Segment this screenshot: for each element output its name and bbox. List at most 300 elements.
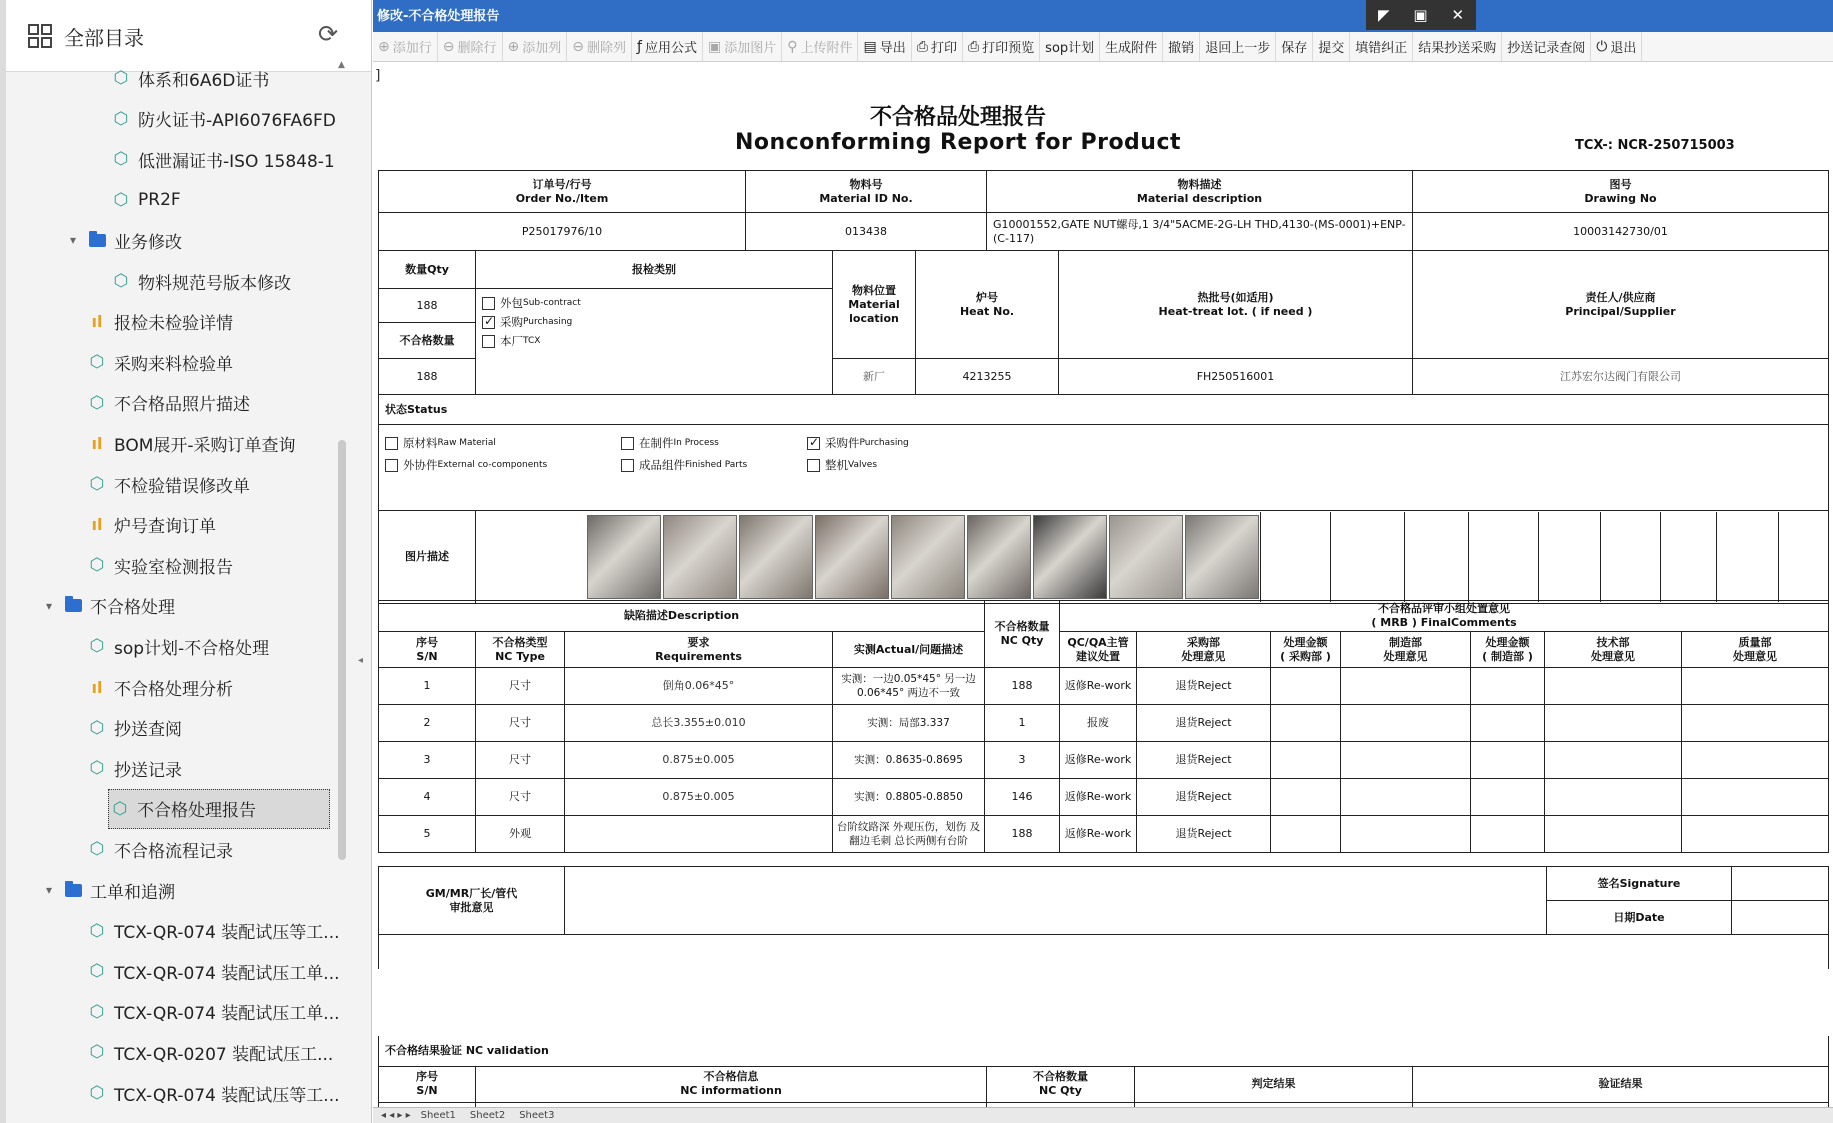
sheet-nav-icon[interactable]: ◂ ◂ ▸ ▸	[381, 1110, 411, 1121]
toolbar-label: 生成附件	[1105, 41, 1158, 56]
toolbar-button[interactable]	[1276, 32, 1313, 62]
sidebar-item[interactable]	[86, 992, 340, 1032]
sidebar-item-label: PR2F	[138, 189, 181, 210]
toolbar-button[interactable]	[1413, 32, 1502, 62]
material-desc-header: 物料描述 Material description	[987, 171, 1413, 213]
cell-empty[interactable]	[1545, 779, 1682, 816]
toolbar-button[interactable]	[963, 32, 1040, 62]
v-judge-header: 判定结果	[1135, 1066, 1413, 1102]
nc-qty-header: 不合格数量 NC Qty	[985, 601, 1060, 668]
checkbox[interactable]	[482, 335, 495, 348]
photo-slot[interactable]	[1660, 512, 1716, 602]
toolbar-button[interactable]	[1040, 32, 1100, 62]
cell-empty[interactable]	[1682, 742, 1829, 779]
text-cursor: ]	[375, 68, 381, 84]
checkbox-label-cn: 整机	[825, 458, 848, 472]
cell-sn[interactable]: 3	[379, 742, 476, 779]
expand-caret-icon[interactable]: ▾	[69, 233, 77, 248]
cell-type[interactable]: 尺寸	[476, 705, 565, 742]
drawing-no[interactable]: 10003142730/01	[1413, 213, 1829, 251]
toolbar-button[interactable]	[373, 32, 438, 62]
sidebar-item[interactable]	[86, 667, 233, 707]
sidebar-scrollbar[interactable]	[338, 60, 348, 1120]
module-icon: ⬡	[89, 1001, 105, 1022]
inspect-options	[476, 289, 833, 395]
expand-caret-icon[interactable]: ▾	[45, 883, 53, 897]
cell-empty[interactable]	[1341, 816, 1471, 853]
toolbar-label: 保存	[1281, 41, 1308, 56]
checkbox[interactable]	[385, 459, 398, 472]
module-icon: ⬡	[113, 108, 129, 129]
toolbar-label: 添加列	[522, 41, 562, 56]
checkbox-label-en: TCX	[523, 336, 541, 346]
photo-slot[interactable]	[1404, 512, 1468, 602]
photo-slot[interactable]	[1468, 512, 1538, 602]
sidebar-item-label: 不合格品照片描述	[114, 395, 250, 416]
toolbar-label: 应用公式	[644, 41, 697, 56]
module-icon: ⬡	[89, 717, 105, 738]
checkbox-option[interactable]	[482, 334, 830, 348]
mrb-header: 不合格品评审小组处置意见 ( MRB ) FinalComments	[1060, 601, 1829, 632]
checkbox-label-cn: 采购	[500, 315, 523, 329]
checkbox-label-cn: 成品组件	[639, 458, 685, 472]
sidebar-edge	[0, 0, 6, 1123]
checkbox-label-en: External co-components	[437, 460, 548, 470]
toolbar-label: 填错纠正	[1355, 41, 1408, 56]
defect-photo[interactable]	[739, 515, 813, 599]
checkbox-label-cn: 外包	[500, 296, 523, 310]
checkbox[interactable]	[807, 459, 820, 472]
sidebar-item-label: 实验室检测报告	[114, 557, 233, 578]
cell-type[interactable]: 尺寸	[476, 779, 565, 816]
sidebar-item[interactable]	[86, 464, 250, 504]
checkbox[interactable]	[482, 297, 495, 310]
cell-qc[interactable]: 返修Re-work	[1060, 779, 1137, 816]
cell-empty[interactable]	[1545, 705, 1682, 742]
toolbar-label: 结果抄送采购	[1418, 41, 1497, 56]
checkbox-option[interactable]	[621, 458, 807, 472]
signature-value[interactable]	[1732, 867, 1829, 901]
toolbar-button[interactable]	[567, 32, 632, 62]
qc-header: QC/QA主管 建议处置	[1060, 632, 1137, 668]
sidebar-item-label: 体系和6A6D证书	[138, 70, 270, 91]
toolbar-label: 删除列	[586, 41, 626, 56]
sidebar-item-label: 抄送记录	[114, 760, 182, 781]
toolbar-label: 抄送记录查阅	[1507, 41, 1586, 56]
checkbox-option[interactable]	[482, 315, 830, 329]
sidebar-item[interactable]	[86, 1032, 333, 1072]
ncqty-value[interactable]: 188	[379, 359, 476, 395]
cell-qc[interactable]: 返修Re-work	[1060, 668, 1137, 705]
sidebar-item[interactable]	[86, 626, 269, 666]
cell-req[interactable]	[565, 816, 833, 853]
cell-empty[interactable]	[1341, 779, 1471, 816]
toolbar-label: 退出	[1610, 41, 1637, 56]
photo-slot[interactable]	[1260, 512, 1330, 602]
sidebar-item[interactable]	[86, 545, 233, 585]
actual-header: 实测Actual/问题描述	[833, 632, 985, 668]
cell-empty[interactable]	[1682, 816, 1829, 853]
status-table	[378, 394, 1829, 604]
photo-slot[interactable]	[1330, 512, 1404, 602]
qty-header: 数量Qty	[379, 251, 476, 289]
requirements-header: 要求 Requirements	[565, 632, 833, 668]
checkbox[interactable]	[482, 316, 495, 329]
defect-photo[interactable]	[967, 515, 1031, 599]
toolbar-icon: ⎙	[916, 38, 928, 55]
sidebar-item[interactable]	[86, 911, 340, 951]
v-info-header: 不合格信息 NC informationn	[476, 1066, 987, 1102]
sidebar-item-label: 物料规范号版本修改	[138, 273, 291, 294]
photo-strip	[476, 511, 1829, 604]
cell-req[interactable]: 倒角0.06*45°	[565, 668, 833, 705]
defect-photo[interactable]	[663, 515, 737, 599]
toolbar-label: 添加行	[392, 41, 432, 56]
cell-empty[interactable]	[1271, 779, 1341, 816]
sidebar-item-label: TCX-QR-074 装配试压等工...	[114, 1085, 340, 1106]
date-value[interactable]	[1732, 901, 1829, 935]
table-row	[379, 668, 1829, 705]
table-row	[379, 816, 1829, 853]
material-id[interactable]: 013438	[746, 213, 987, 251]
sidebar-item-label: 不合格处理分析	[114, 679, 233, 700]
sidebar-item-label: 不合格处理报告	[137, 801, 256, 822]
validation-label: 不合格结果验证 NC validation	[379, 1036, 1829, 1066]
toolbar-icon: ⏻	[1596, 38, 1608, 55]
defect-photo[interactable]	[1185, 515, 1259, 599]
cell-actual[interactable]: 实测：0.8805-0.8850	[833, 779, 985, 816]
toolbar-label: 退回上一步	[1205, 41, 1271, 56]
grid-icon[interactable]	[28, 24, 54, 50]
toolbar-icon: ⊕	[378, 38, 390, 55]
collapse-arrow-icon[interactable]: ◂	[358, 655, 364, 666]
cell-empty[interactable]	[1341, 742, 1471, 779]
cell-sn[interactable]: 4	[379, 779, 476, 816]
expand-caret-icon[interactable]: ▾	[45, 598, 53, 613]
cell-pur[interactable]: 退货Reject	[1137, 779, 1271, 816]
sheet-tabs	[373, 1107, 1833, 1123]
defect-photo[interactable]	[587, 515, 661, 599]
sheet-tab[interactable]: Sheet3	[519, 1110, 555, 1121]
checkbox-label-cn: 原材料	[403, 436, 438, 450]
sidebar-item-label: 防火证书-API6076FA6FD	[138, 111, 336, 132]
cell-qty[interactable]: 3	[985, 742, 1060, 779]
toolbar-label: 导出	[879, 41, 906, 56]
sidebar-item-label: 不合格流程记录	[114, 841, 233, 862]
cell-qc[interactable]: 返修Re-work	[1060, 742, 1137, 779]
sidebar-item[interactable]	[110, 261, 291, 301]
cell-empty[interactable]	[1271, 742, 1341, 779]
sheet-tab[interactable]: Sheet2	[469, 1110, 506, 1121]
cell-type[interactable]: 外观	[476, 816, 565, 853]
toolbar-label: 添加图片	[724, 41, 777, 56]
sidebar-item[interactable]	[86, 383, 250, 423]
module-icon: ⬡	[113, 189, 129, 210]
photo-slot[interactable]	[1778, 512, 1829, 602]
mfg-opinion-header: 制造部 处理意见	[1341, 632, 1471, 668]
sidebar-item-label: 抄送查阅	[114, 720, 182, 741]
module-icon: ⬡	[112, 798, 128, 819]
checkbox-option[interactable]	[807, 458, 1027, 472]
order-header: 订单号/行号 Order No./Item	[379, 171, 746, 213]
cell-empty[interactable]	[1682, 779, 1829, 816]
defect-header: 缺陷描述Description	[379, 601, 985, 632]
blank-row	[379, 935, 1829, 969]
cell-qty[interactable]: 188	[985, 816, 1060, 853]
sidebar-item[interactable]	[86, 423, 296, 463]
module-icon: ⬡	[113, 68, 129, 88]
bar-chart-icon: ıl	[91, 312, 103, 332]
cell-type[interactable]: 尺寸	[476, 668, 565, 705]
sidebar-item-label: 不合格处理	[90, 598, 175, 619]
cell-empty[interactable]	[1471, 705, 1545, 742]
sidebar-item[interactable]	[45, 870, 175, 910]
checkbox-option[interactable]	[807, 436, 1027, 450]
cell-empty[interactable]	[1471, 668, 1545, 705]
status-label: 状态Status	[379, 395, 1829, 425]
material-id-header: 物料号 Material ID No.	[746, 171, 987, 213]
toolbar-button[interactable]	[1502, 32, 1591, 62]
drawing-header: 图号 Drawing No	[1413, 171, 1829, 213]
cell-qty[interactable]: 1	[985, 705, 1060, 742]
toolbar-button[interactable]	[703, 32, 782, 62]
heat-treat-header: 热批号(如适用) Heat-treat lot. ( if need )	[1059, 251, 1413, 359]
cell-empty[interactable]	[1471, 816, 1545, 853]
cell-qty[interactable]: 146	[985, 779, 1060, 816]
sidebar-item-label: 报检未检验详情	[114, 314, 233, 335]
mfg-amount-header: 处理金额 ( 制造部 )	[1471, 632, 1545, 668]
cell-empty[interactable]	[1271, 705, 1341, 742]
purchase-amount-header: 处理金额 ( 采购部 )	[1271, 632, 1341, 668]
toolbar-icon: ƒ	[637, 38, 642, 55]
cell-empty[interactable]	[1682, 705, 1829, 742]
sidebar-item-label: TCX-QR-0207 装配试压工...	[114, 1044, 334, 1065]
module-icon: ⬡	[89, 474, 105, 494]
toolbar-button[interactable]	[912, 32, 963, 62]
sidebar-item[interactable]	[86, 708, 182, 748]
tech-opinion-header: 技术部 处理意见	[1545, 632, 1682, 668]
cell-empty[interactable]	[1341, 668, 1471, 705]
toolbar-button[interactable]	[1313, 32, 1350, 62]
toolbar-button[interactable]	[1591, 32, 1642, 62]
toolbar-label: 提交	[1318, 41, 1345, 56]
sidebar-item[interactable]	[110, 180, 181, 220]
sidebar-item-label: TCX-QR-074 装配试压工单...	[114, 1004, 340, 1025]
checkbox-option[interactable]	[385, 458, 621, 472]
photo-slot[interactable]	[1600, 512, 1660, 602]
sidebar-title: 全部目录	[64, 26, 144, 50]
order-no[interactable]: P25017976/10	[379, 213, 746, 251]
module-icon: ⬡	[113, 149, 129, 170]
pointer-icon[interactable]: ◤	[1377, 6, 1390, 24]
bar-chart-icon: ıl	[91, 515, 103, 535]
toolbar-button[interactable]	[632, 32, 703, 62]
sidebar-item-label: 炉号查询订单	[114, 517, 216, 538]
sidebar-item[interactable]	[86, 505, 216, 545]
toolbar-button[interactable]	[438, 32, 503, 62]
table-row	[379, 705, 1829, 742]
cell-empty[interactable]	[1271, 668, 1341, 705]
table-row	[379, 779, 1829, 816]
cell-empty[interactable]	[1271, 816, 1341, 853]
toolbar-button[interactable]	[503, 32, 568, 62]
cell-empty[interactable]	[1341, 705, 1471, 742]
cell-qc[interactable]: 报废	[1060, 705, 1137, 742]
toolbar-button[interactable]	[1200, 32, 1276, 62]
sidebar-item[interactable]	[86, 1073, 340, 1113]
cell-actual[interactable]: 实测：0.8635-0.8695	[833, 742, 985, 779]
checkbox-label-en: Sub-contract	[523, 298, 581, 308]
photo-slot[interactable]	[1538, 512, 1600, 602]
report-sheet	[373, 62, 1833, 1107]
sidebar-item-label: 不检验错误修改单	[114, 476, 250, 497]
cell-actual[interactable]: 实测：局部3.337	[833, 705, 985, 742]
checkbox-option[interactable]	[385, 436, 621, 450]
screen-icon[interactable]: ▣	[1413, 6, 1428, 24]
sidebar-item[interactable]	[86, 951, 340, 991]
order-table	[378, 170, 1829, 251]
gm-opinion[interactable]	[565, 867, 1547, 935]
heat-treat-lot[interactable]: FH250516001	[1059, 359, 1413, 395]
cell-qc[interactable]: 返修Re-work	[1060, 816, 1137, 853]
module-icon: ⬡	[89, 352, 105, 373]
photo-slot[interactable]	[1716, 512, 1778, 602]
toolbar-icon: ⎙	[967, 38, 980, 55]
cell-pur[interactable]: 退货Reject	[1137, 742, 1271, 779]
cell-empty[interactable]	[1471, 779, 1545, 816]
window-title: 修改-不合格处理报告	[373, 0, 1833, 32]
sidebar	[0, 0, 372, 1123]
purchase-opinion-header: 采购部 处理意见	[1137, 632, 1271, 668]
cell-empty[interactable]	[1682, 668, 1829, 705]
sidebar-item[interactable]	[86, 302, 233, 342]
checkbox-label-en: In Process	[673, 438, 719, 448]
checkbox[interactable]	[621, 459, 634, 472]
scroll-up-icon[interactable]: ▲	[338, 60, 345, 70]
status-options	[379, 425, 1829, 511]
v-qty-header: 不合格数量 NC Qty	[987, 1066, 1135, 1102]
folder-icon	[62, 884, 84, 897]
checkbox[interactable]	[807, 437, 820, 450]
cell-pur[interactable]: 退货Reject	[1137, 705, 1271, 742]
sidebar-item[interactable]	[86, 748, 182, 788]
module-icon: ⬡	[89, 636, 105, 657]
sidebar-item-label: TCX-QR-074 装配试压等工...	[114, 923, 340, 944]
sidebar-item[interactable]	[86, 342, 233, 382]
cell-empty[interactable]	[1545, 668, 1682, 705]
cell-actual[interactable]: 台阶纹路深 外观压伤，划伤 及翻边毛刺 总长两侧有台阶	[833, 816, 985, 853]
cell-req[interactable]: 0.875±0.005	[565, 742, 833, 779]
cell-empty[interactable]	[1545, 816, 1682, 853]
close-icon[interactable]: ✕	[1451, 6, 1465, 24]
checkbox-label-cn: 在制件	[639, 436, 674, 450]
sheet-tab[interactable]: Sheet1	[420, 1110, 456, 1121]
module-icon: ⬡	[89, 758, 105, 779]
checkbox[interactable]	[621, 437, 634, 450]
sidebar-item[interactable]	[110, 58, 269, 98]
folder-icon	[86, 234, 108, 247]
checkbox-label-en: Finished Parts	[685, 460, 748, 470]
sidebar-item[interactable]	[108, 789, 330, 829]
cell-pur[interactable]: 退货Reject	[1137, 668, 1271, 705]
module-icon: ⬡	[89, 555, 105, 576]
sidebar-item[interactable]	[110, 139, 335, 179]
defect-photo[interactable]	[815, 515, 889, 599]
location-value[interactable]: 新厂	[833, 359, 916, 395]
sidebar-item[interactable]	[69, 220, 182, 260]
scrollbar-thumb[interactable]	[338, 440, 346, 860]
sn-header: 序号 S/N	[379, 632, 476, 668]
defect-photo[interactable]	[891, 515, 965, 599]
quality-opinion-header: 质量部 处理意见	[1682, 632, 1829, 668]
sidebar-item-label: 低泄漏证书-ISO 15848-1	[138, 151, 335, 172]
checkbox-label-en: Purchasing	[859, 438, 909, 448]
heat-no[interactable]: 4213255	[916, 359, 1059, 395]
qty-value[interactable]: 188	[379, 289, 476, 323]
sidebar-item-label: BOM展开-采购订单查询	[114, 435, 296, 456]
cell-sn[interactable]: 1	[379, 668, 476, 705]
cell-actual[interactable]: 实测：一边0.05*45° 另一边0.06*45° 两边不一致	[833, 668, 985, 705]
toolbar-button[interactable]	[1350, 32, 1413, 62]
cell-req[interactable]: 0.875±0.005	[565, 779, 833, 816]
nctype-header: 不合格类型 NC Type	[476, 632, 565, 668]
checkbox-label-cn: 外协件	[403, 458, 438, 472]
refresh-icon[interactable]: ⟳	[318, 20, 339, 48]
folder-icon	[62, 599, 84, 612]
defect-photo[interactable]	[1109, 515, 1183, 599]
cell-qty[interactable]: 188	[985, 668, 1060, 705]
toolbar-label: 撤销	[1168, 41, 1195, 56]
checkbox-option[interactable]	[482, 296, 830, 310]
heat-header: 炉号 Heat No.	[916, 251, 1059, 359]
cell-sn[interactable]: 5	[379, 816, 476, 853]
cell-sn[interactable]: 2	[379, 705, 476, 742]
ncqty-header: 不合格数量	[379, 323, 476, 359]
cell-empty[interactable]	[1471, 742, 1545, 779]
sidebar-item[interactable]	[86, 829, 233, 869]
cell-req[interactable]: 总长3.355±0.010	[565, 705, 833, 742]
toolbar-icon: ▣	[707, 38, 722, 55]
toolbar-button[interactable]	[782, 32, 858, 62]
toolbar-label: 删除行	[457, 41, 497, 56]
toolbar-button[interactable]	[1163, 32, 1200, 62]
toolbar	[373, 32, 1833, 62]
cell-empty[interactable]	[1545, 742, 1682, 779]
toolbar-icon: ⚲	[787, 38, 798, 55]
material-desc[interactable]: G10001552,GATE NUT螺母,1 3/4"5ACME-2G-LH THD,4130-(MS-0001)+ENP-(C-117)	[987, 213, 1413, 251]
qty-table	[378, 250, 1829, 395]
sidebar-item-label: 工单和追溯	[90, 882, 175, 903]
location-header: 物料位置 Material location	[833, 251, 916, 359]
cell-type[interactable]: 尺寸	[476, 742, 565, 779]
window-controls	[1366, 0, 1476, 30]
cell-pur[interactable]: 退货Reject	[1137, 816, 1271, 853]
defect-photo[interactable]	[1033, 515, 1107, 599]
module-icon: ⬡	[89, 1083, 105, 1103]
sidebar-item-label: 采购来料检验单	[114, 354, 233, 375]
supplier[interactable]: 江苏宏尔达阀门有限公司	[1413, 359, 1829, 395]
checkbox[interactable]	[385, 437, 398, 450]
signature-label: 签名Signature	[1547, 867, 1732, 901]
supplier-header: 责任人/供应商 Principal/Supplier	[1413, 251, 1829, 359]
defect-table	[378, 600, 1829, 853]
inspect-header: 报检类别	[476, 251, 833, 289]
toolbar-button[interactable]	[858, 32, 911, 62]
sidebar-item[interactable]	[110, 99, 336, 139]
checkbox-option[interactable]	[621, 436, 807, 450]
toolbar-button[interactable]	[1100, 32, 1163, 62]
sidebar-item[interactable]	[45, 586, 175, 626]
